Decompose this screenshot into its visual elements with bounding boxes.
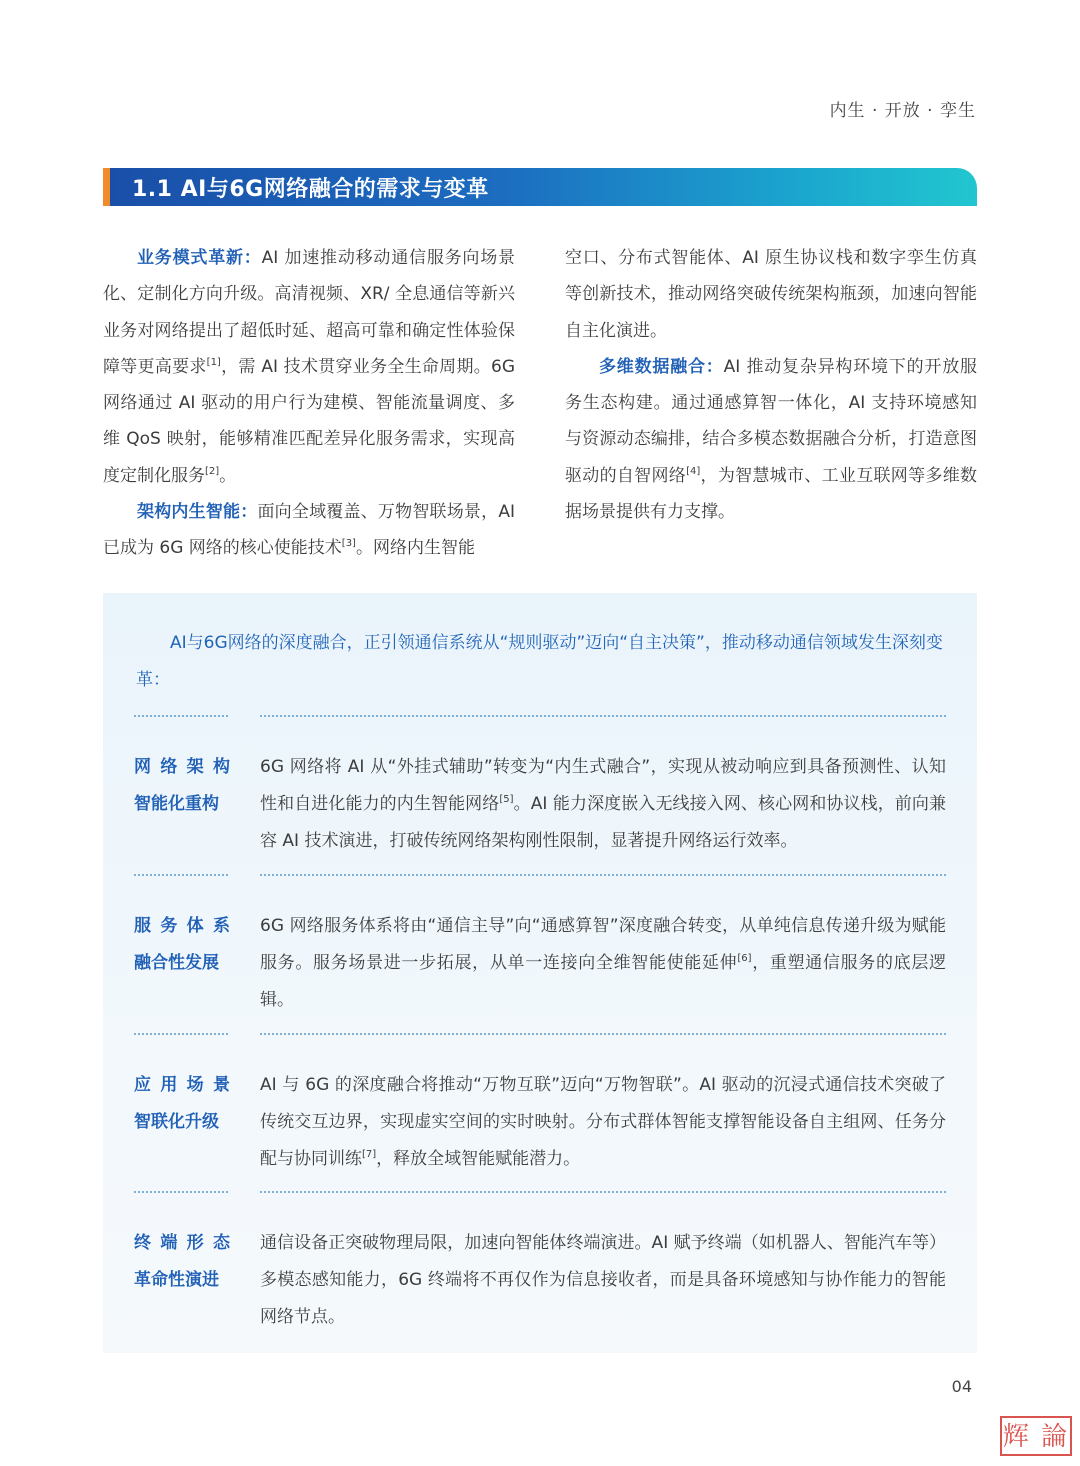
paragraph-text: 。 <box>219 465 237 486</box>
page-number: 04 <box>951 1377 972 1396</box>
dotted-divider <box>134 874 228 876</box>
header-tagline: 内生 · 开放 · 孪生 <box>829 101 976 121</box>
row-title <box>134 1067 230 1141</box>
row-title-line: 终端形态 <box>134 1233 230 1253</box>
paragraph-text: 。网络内生智能 <box>355 538 475 559</box>
row-text-part: 。AI 能力深度嵌入无线接入网、核心网和协议栈，前向兼容 AI 技术演进，打破传统网络架构刚性限制，显著提升网络运行效率。 <box>260 794 947 851</box>
row-text <box>260 1225 946 1336</box>
row-title-line: 智联化升级 <box>134 1112 219 1132</box>
row-text-part: 6G 网络服务体系将由“通信主导”向“通感算智”深度融合转变，从单纯信息传递升级为赋能服务。服务场景进一步拓展，从单一连接向全维智能使能延伸 <box>260 916 946 973</box>
dotted-divider <box>260 715 946 717</box>
section-title-banner <box>103 168 977 206</box>
row-title-line: 融合性发展 <box>134 953 219 973</box>
dotted-divider <box>260 874 946 876</box>
row-title-line: 服务体系 <box>134 916 230 936</box>
row-text <box>260 908 946 1019</box>
paragraph-text: ，需 AI 技术贯穿业务全生命周期。6G 网络通过 AI 驱动的用户行为建模、智能流量调度、多维 QoS 映射，能够精准匹配差异化服务需求，实现高度定制化服务 <box>103 356 515 486</box>
dotted-divider <box>134 1033 228 1035</box>
dotted-divider <box>260 1191 946 1193</box>
citation: [7] <box>362 1149 377 1160</box>
citation: [6] <box>737 953 752 964</box>
left-column <box>103 240 515 567</box>
row-text-part: 6G 网络将 AI 从“外挂式辅助”转变为“内生式融合”，实现从被动响应到具备预测性、认知性和自进化能力的内生智能网络 <box>260 757 946 814</box>
right-column <box>565 240 977 530</box>
paragraph-text: AI 加速推动移动通信服务向场景化、定制化方向升级。高清视频、XR/ 全息通信等新兴业务对网络提出了超低时延、超高可靠和确定性体验保障等更高要求 <box>103 248 516 377</box>
citation: [1] <box>206 356 221 368</box>
row-title-line: 网络架构 <box>134 757 230 777</box>
citation: [3] <box>341 538 356 550</box>
paragraph-architecture-continued: 空口、分布式智能体、AI 原生协议栈和数字孪生仿真等创新技术，推动网络突破传统架构瓶颈，加速向智能自主化演进。 <box>565 248 977 341</box>
citation: [2] <box>205 465 220 477</box>
paragraph-architecture <box>103 494 515 567</box>
row-text <box>260 749 946 860</box>
transformation-panel <box>103 593 977 1353</box>
paragraph-text: AI 推动复杂异构环境下的开放服务生态构建。通过通感算智一体化，AI 支持环境感知与资源动态编排，结合多模态数据融合分析，打造意图驱动的自智网络 <box>565 356 978 486</box>
panel-intro: AI与6G网络的深度融合，正引领通信系统从“规则驱动”迈向“自主决策”，推动移动通信领域发生深刻变革： <box>136 633 943 690</box>
row-title-line: 革命性演进 <box>134 1270 219 1290</box>
paragraph-label: 架构内生智能： <box>137 502 258 523</box>
row-text <box>260 1067 946 1178</box>
citation: [4] <box>686 465 701 477</box>
paragraph-text: 面向全域覆盖、万物智联场景，AI 已成为 6G 网络的核心使能技术 <box>103 502 515 559</box>
row-text-part: ，重塑通信服务的底层逻辑。 <box>260 953 947 1010</box>
paragraph-text: ，为智慧城市、工业互联网等多维数据场景提供有力支撑。 <box>565 465 977 523</box>
watermark-stamp: 辉 論 <box>1000 1416 1072 1456</box>
paragraph-data-fusion <box>565 349 977 530</box>
dotted-divider <box>260 1033 946 1035</box>
row-title <box>134 1225 230 1299</box>
row-title <box>134 908 230 982</box>
row-text-part: ，释放全域智能赋能潜力。 <box>376 1149 581 1169</box>
paragraph-label: 多维数据融合： <box>599 356 724 377</box>
row-title-line: 应用场景 <box>134 1075 230 1095</box>
dotted-divider <box>134 715 228 717</box>
dotted-divider <box>134 1191 228 1193</box>
row-title-line: 智能化重构 <box>134 794 219 814</box>
row-title <box>134 749 230 823</box>
row-text-part: AI 与 6G 的深度融合将推动“万物互联”迈向“万物智联”。AI 驱动的沉浸式通信技术突破了传统交互边界，实现虚实空间的实时映射。分布式群体智能支撑智能设备自主组网、任务分配与协同训练 <box>260 1075 946 1169</box>
paragraph-label: 业务模式革新： <box>137 248 262 268</box>
row-text-part: 通信设备正突破物理局限，加速向智能体终端演进。AI 赋予终端（如机器人、智能汽车等）多模态感知能力，6G 终端将不再仅作为信息接收者，而是具备环境感知与协作能力的智能网络节点。 <box>260 1233 946 1327</box>
section-title: 1.1 AI与6G网络融合的需求与变革 <box>132 177 489 202</box>
paragraph-business-model <box>103 240 515 494</box>
citation: [5] <box>499 794 514 805</box>
